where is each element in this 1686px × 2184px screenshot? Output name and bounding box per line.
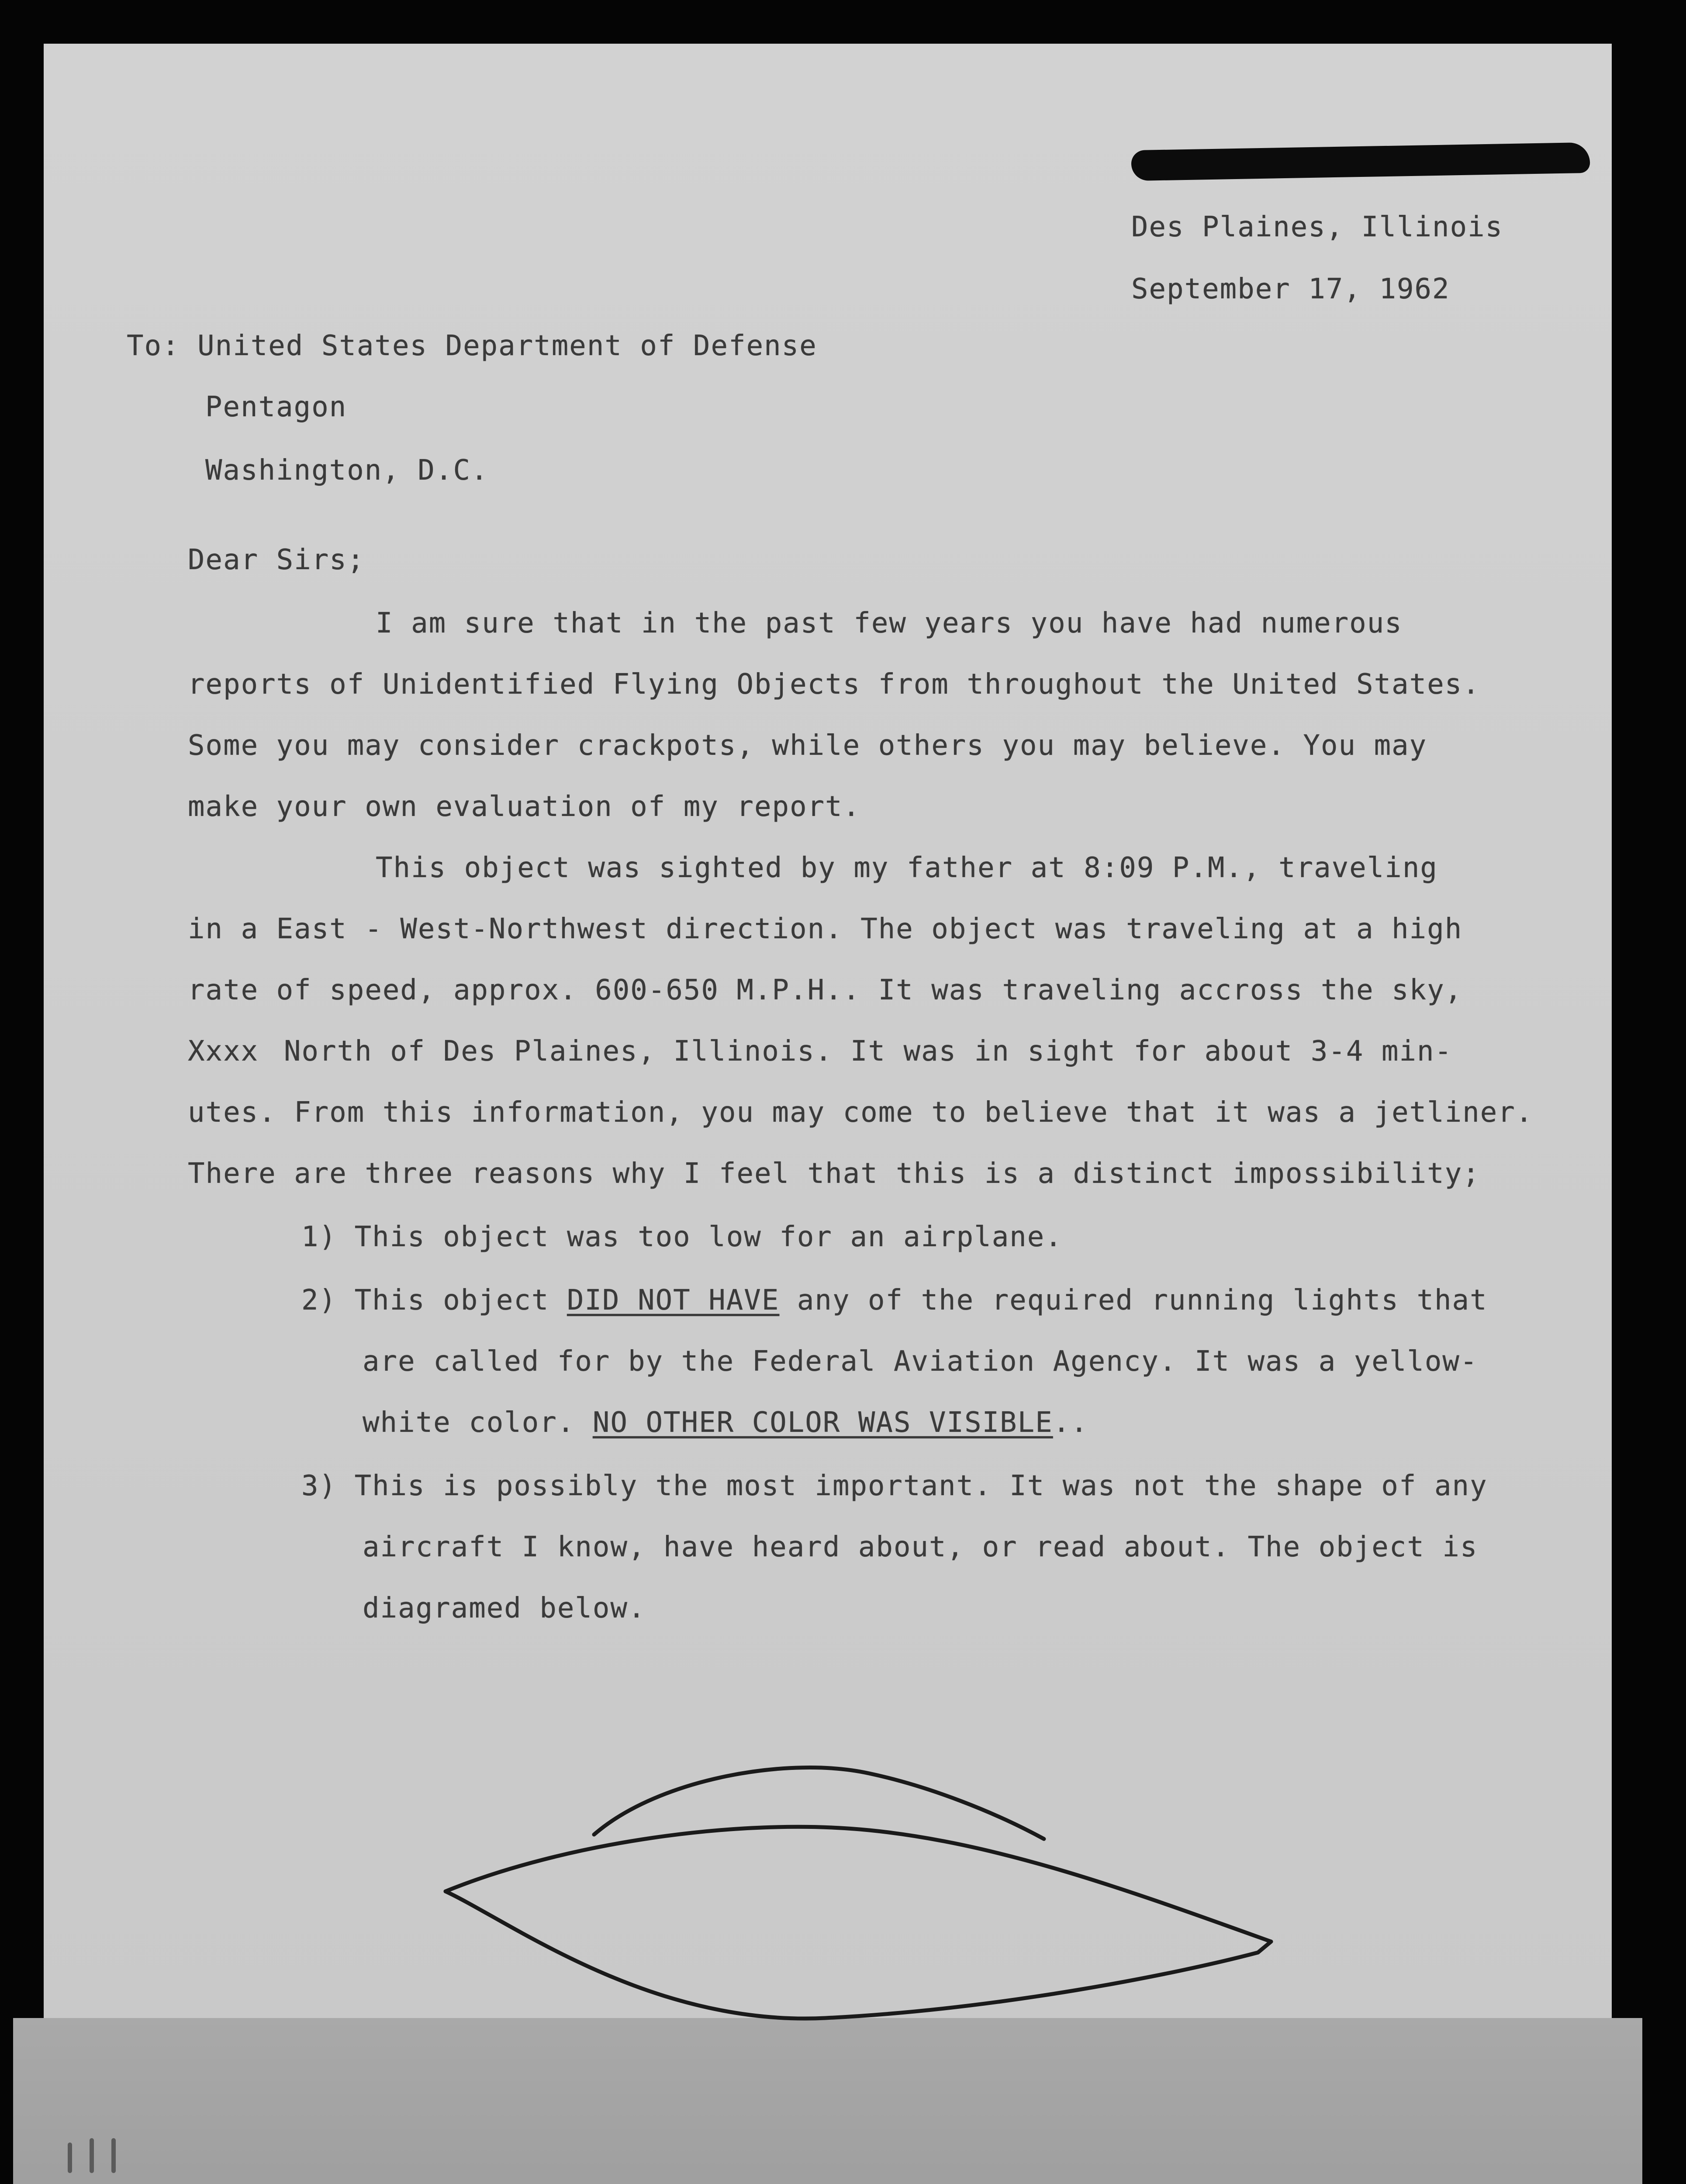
body-line-5: This object was sighted by my father at 8:09 P.M., traveling [376,852,1438,884]
reason-2-pre: 2) This object [301,1284,567,1317]
reason-2-line-1 [301,1284,1488,1317]
body-line-8: North of Des Plaines, Illinois. It was in sight for about 3-4 min- [284,1035,1453,1068]
struck-text: Xxxx [188,1037,259,1065]
recipient-line-2: Pentagon [205,391,347,423]
body-line-2: reports of Unidentified Flying Objects from throughout the United States. [188,668,1480,701]
body-line-7: rate of speed, approx. 600-650 M.P.H.. It was traveling accross the sky, [188,974,1463,1006]
saucer-top-rim [446,1827,1271,1942]
reason-2-emphasis: DID NOT HAVE [567,1284,780,1317]
sender-place: Des Plaines, Illinois [1131,211,1503,243]
body-line-1: I am sure that in the past few years you have had numerous [376,607,1403,639]
pencil-mark [52,2105,218,2184]
reason-2-line-3-emphasis: NO OTHER COLOR WAS VISIBLE [592,1406,1053,1439]
body-line-10: There are three reasons why I feel that this is a distinct impossibility; [188,1158,1480,1190]
reason-2-line-3 [363,1406,1088,1439]
reason-3-line-1: 3) This is possibly the most important. It was not the shape of any [301,1470,1488,1502]
reason-2-line-2: are called for by the Federal Aviation Agency. It was a yellow- [363,1345,1478,1378]
body-line-9: utes. From this information, you may come to believe that it was a jetliner. [188,1096,1534,1129]
reason-2-line-3-pre: white color. [363,1406,593,1439]
recipient-line-3: Washington, D.C. [205,454,489,487]
body-line-6: in a East - West-Northwest direction. The object was traveling at a high [188,913,1463,945]
reason-3-line-2: aircraft I know, have heard about, or read about. The object is [363,1531,1478,1563]
mounting-board [13,2018,1642,2184]
saucer-bottom-rim [446,1891,1271,2018]
salutation: Dear Sirs; [188,544,365,576]
letter-date: September 17, 1962 [1131,273,1450,305]
reason-3-line-3: diagramed below. [363,1592,646,1624]
reason-1: 1) This object was too low for an airplane. [301,1221,1063,1253]
saucer-diagram [432,1747,1289,2035]
reason-2-line-3-post: .. [1053,1406,1088,1439]
reason-2-post: any of the required running lights that [779,1284,1488,1317]
recipient-line-1: To: United States Department of Defense [127,330,817,362]
body-line-4: make your own evaluation of my report. [188,791,861,823]
body-line-3: Some you may consider crackpots, while others you may believe. You may [188,729,1427,762]
